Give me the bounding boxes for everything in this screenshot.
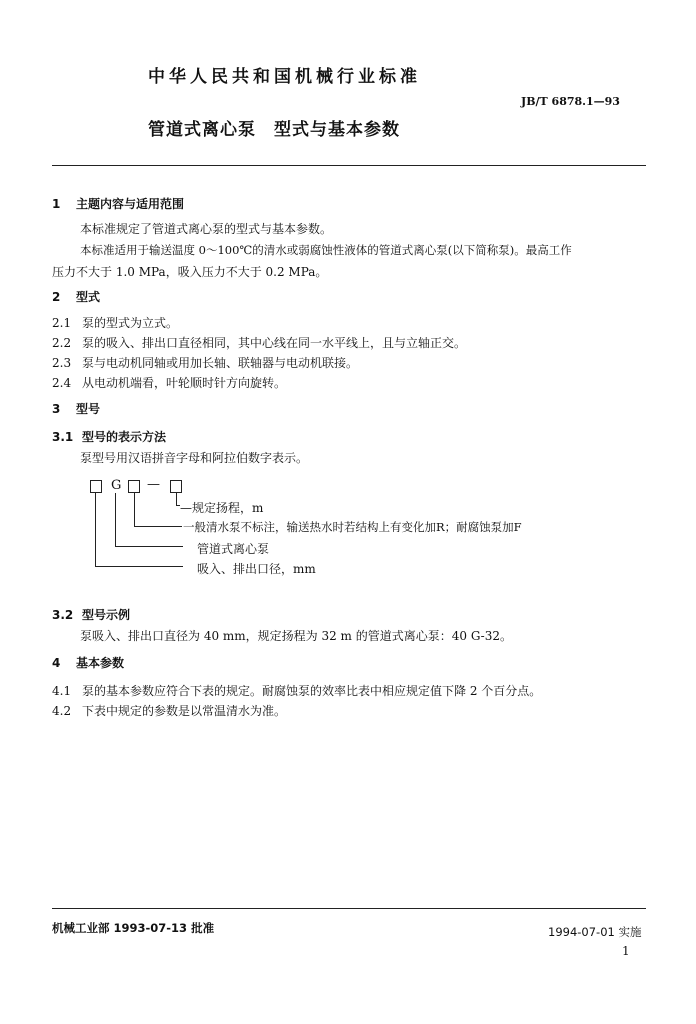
label-head: —规定扬程，m	[180, 501, 264, 515]
label-variant: 一般清水泵不标注，输送热水时若结构上有变化加R；耐腐蚀泵加F	[183, 520, 522, 534]
label-diameter: 吸入、排出口径，mm	[197, 562, 316, 576]
clause-2-1: 2.1 泵的型式为立式。	[52, 316, 179, 330]
type-leader	[115, 493, 116, 546]
diameter-leader-h	[95, 566, 183, 567]
section-2-heading: 2 型式	[52, 290, 101, 304]
clause-2-3: 2.3 泵与电动机同轴或用加长轴、联轴器与电动机联接。	[52, 356, 359, 370]
section-3-heading: 3 型号	[52, 402, 101, 416]
clause-3-1-heading: 3.1 型号的表示方法	[52, 430, 167, 444]
clause-4-2: 4.2 下表中规定的参数是以常温清水为准。	[52, 704, 287, 718]
clause-2-2: 2.2 泵的吸入、排出口直径相同，其中心线在同一水平线上，且与立轴正交。	[52, 336, 467, 350]
section-1-para-2a: 本标准适用于输送温度 0～100℃的清水或弱腐蚀性液体的管道式离心泵(以下简称泵)。最高工作	[80, 243, 572, 257]
footer-rule	[52, 908, 646, 909]
approval-note: 机械工业部 1993-07-13 批准	[52, 921, 215, 935]
clause-2-4: 2.4 从电动机端看，叶轮顺时针方向旋转。	[52, 376, 287, 390]
clause-3-2-heading: 3.2 型号示例	[52, 608, 131, 622]
implementation-date: 1994-07-01 实施	[548, 925, 642, 939]
variant-box	[128, 480, 140, 493]
section-1-para-1: 本标准规定了管道式离心泵的型式与基本参数。	[80, 222, 333, 236]
section-1-para-2b: 压力不大于 1.0 MPa，吸入压力不大于 0.2 MPa。	[52, 265, 328, 279]
diameter-leader	[95, 493, 96, 566]
head-box	[170, 480, 182, 493]
clause-3-2-para: 泵吸入、排出口直径为 40 mm，规定扬程为 32 m 的管道式离心泵：40 G-32。	[80, 629, 512, 643]
page-number: 1	[622, 944, 630, 958]
type-leader-h	[115, 546, 183, 547]
section-4-heading: 4 基本参数	[52, 656, 125, 670]
document-title: 管道式离心泵 型式与基本参数	[148, 120, 400, 140]
model-letter: G	[111, 478, 122, 493]
diameter-box	[90, 480, 102, 493]
variant-leader-h	[134, 526, 182, 527]
head-leader	[176, 493, 177, 505]
standard-organization: 中华人民共和国机械行业标准	[148, 67, 421, 87]
section-1-heading: 1 主题内容与适用范围	[52, 197, 185, 211]
clause-3-1-para: 泵型号用汉语拼音字母和阿拉伯数字表示。	[80, 451, 309, 465]
clause-4-1: 4.1 泵的基本参数应符合下表的规定。耐腐蚀泵的效率比表中相应规定值下降 2 个百分点。	[52, 684, 542, 698]
standard-code: JB/T 6878.1—93	[521, 95, 620, 108]
header-rule	[52, 165, 646, 166]
model-dash: —	[147, 477, 160, 492]
variant-leader	[134, 493, 135, 526]
label-pump-type: 管道式离心泵	[197, 542, 270, 556]
